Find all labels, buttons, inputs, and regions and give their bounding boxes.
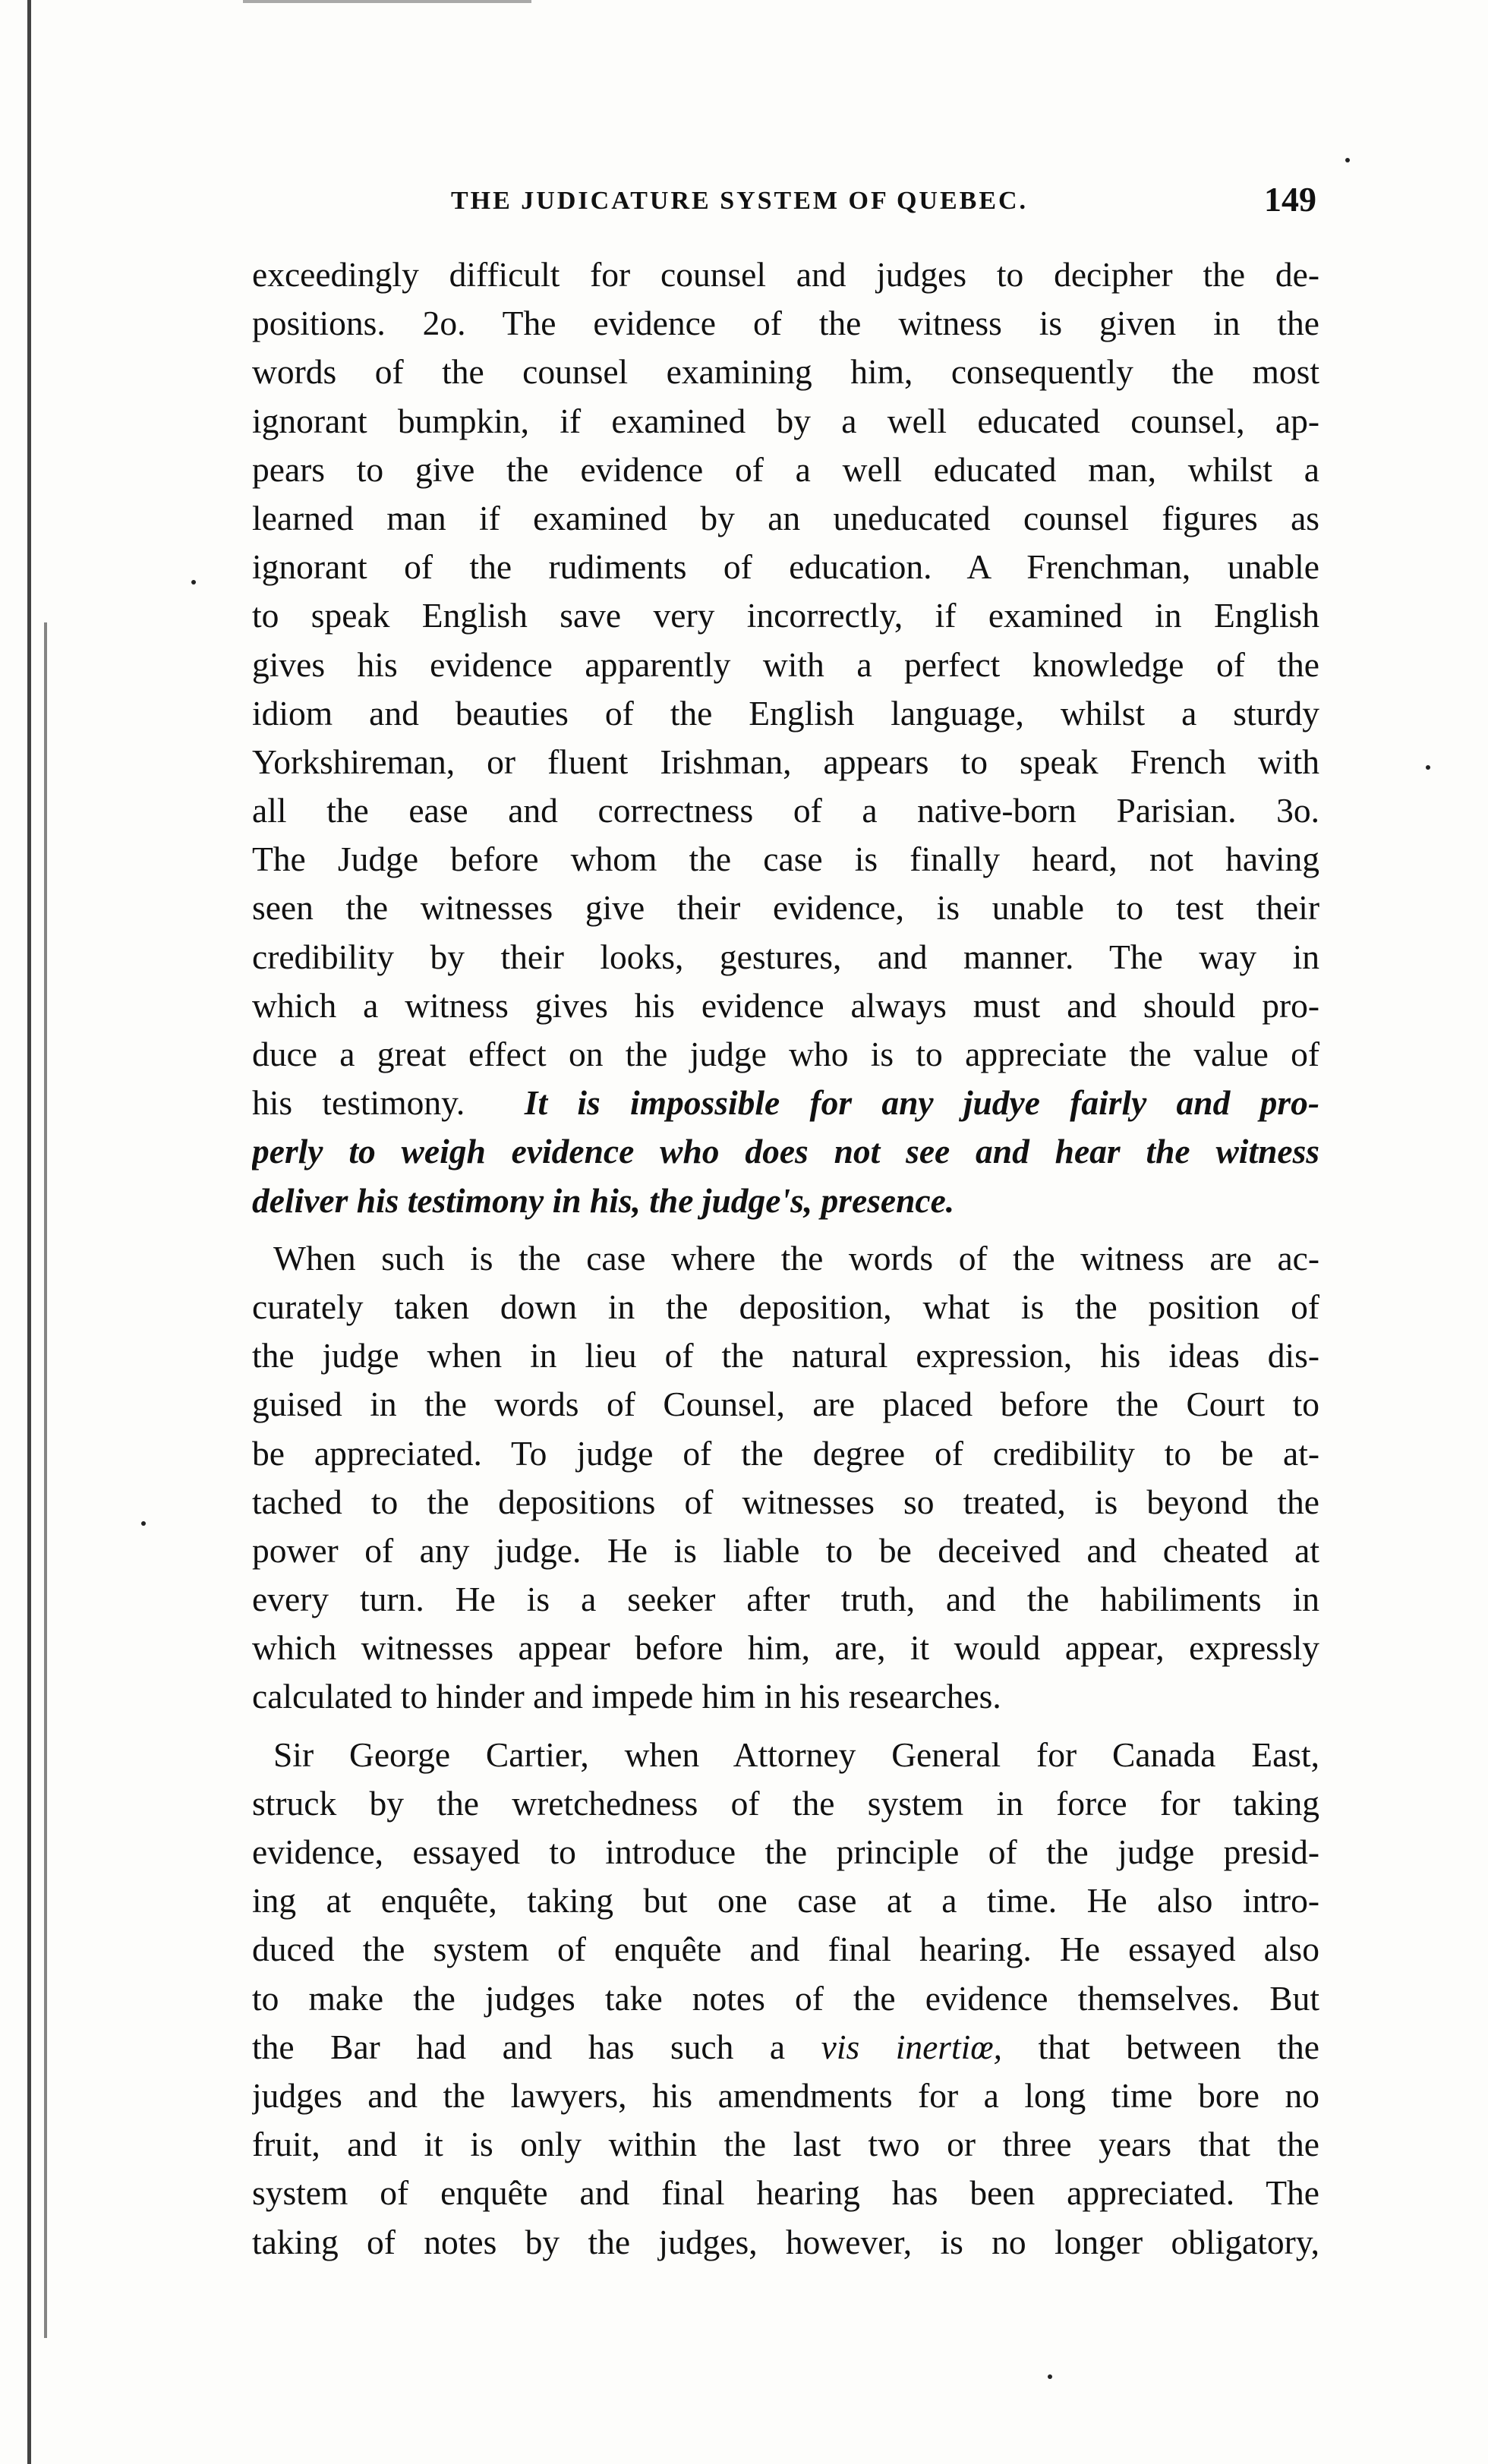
- text-run: that between the: [1038, 2027, 1319, 2066]
- text-line: fruit, and it is only within the last two or three years that the: [252, 2125, 1319, 2164]
- top-edge-rule: [243, 0, 531, 3]
- text-line: positions. 2o. The evidence of the witness is given in the: [252, 304, 1319, 343]
- text-line: learned man if examined by an uneducated counsel figures as: [252, 498, 1319, 537]
- ink-speck: [191, 580, 196, 584]
- running-title: THE JUDICATURE SYSTEM OF QUEBEC.: [451, 187, 1029, 215]
- italic-emphasis: vis inertiœ,: [821, 2027, 1003, 2066]
- body-text: [252, 250, 1319, 2267]
- text-line: curately taken down in the deposition, what is the position of: [252, 1287, 1319, 1326]
- text-line: [252, 1177, 1319, 1225]
- italic-emphasis: It is impossible for any judye fairly and pro-: [524, 1083, 1319, 1123]
- ink-speck: [1345, 158, 1350, 162]
- text-line: gives his evidence apparently with a perfect knowledge of the: [252, 644, 1319, 684]
- text-line: words of the counsel examining him, consequently the most: [252, 352, 1319, 392]
- text-line: [252, 1127, 1319, 1176]
- text-line: power of any judge. He is liable to be deceived and cheated at: [252, 1530, 1319, 1570]
- text-line: taking of notes by the judges, however, is no longer obligatory,: [252, 2222, 1319, 2261]
- text-line: all the ease and correctness of a native-born Parisian. 3o.: [252, 791, 1319, 830]
- text-line: idiom and beauties of the English language, whilst a sturdy: [252, 693, 1319, 733]
- running-head: [451, 179, 1316, 228]
- binding-edge-shadow: [27, 0, 38, 2464]
- italic-emphasis: perly to weigh evidence who does not see and hear the witness: [252, 1132, 1319, 1171]
- text-run: his testimony.: [252, 1083, 465, 1123]
- binding-edge-line: [44, 622, 47, 2338]
- text-line: judges and the lawyers, his amendments for a long time bore no: [252, 2075, 1319, 2115]
- text-run: the Bar had and has such a: [252, 2027, 786, 2066]
- text-line: duced the system of enquête and final hearing. He essayed also: [252, 1930, 1319, 1969]
- text-line: every turn. He is a seeker after truth, and the habiliments in: [252, 1580, 1319, 1619]
- text-line: guised in the words of Counsel, are placed before the Court to: [252, 1385, 1319, 1424]
- text-line: to make the judges take notes of the evidence themselves. But: [252, 1978, 1319, 2018]
- text-line: the judge when in lieu of the natural expression, his ideas dis-: [252, 1336, 1319, 1375]
- text-line: be appreciated. To judge of the degree of credibility to be at-: [252, 1433, 1319, 1473]
- text-line: The Judge before whom the case is finally heard, not having: [252, 840, 1319, 879]
- ink-speck: [1426, 765, 1430, 770]
- text-line-mixed: [252, 2023, 1319, 2072]
- paragraph-2: [252, 1234, 1319, 1722]
- paragraph-3: [252, 1731, 1319, 2267]
- text-line: When such is the case where the words of the witness are ac-: [273, 1238, 1319, 1278]
- text-line: which witnesses appear before him, are, it would appear, expressly: [252, 1628, 1319, 1668]
- text-line: credibility by their looks, gestures, and manner. The way in: [252, 937, 1319, 976]
- text-line: seen the witnesses give their evidence, is unable to test their: [252, 888, 1319, 928]
- text-line: Yorkshireman, or fluent Irishman, appears to speak French with: [252, 742, 1319, 781]
- text-line: Sir George Cartier, when Attorney General for Canada East,: [273, 1735, 1319, 1774]
- ink-speck: [1048, 2374, 1052, 2379]
- text-line: ing at enquête, taking but one case at a time. He also intro-: [252, 1881, 1319, 1920]
- text-line: ignorant bumpkin, if examined by a well educated counsel, ap-: [252, 401, 1319, 440]
- text-line: ignorant of the rudiments of education. A Frenchman, unable: [252, 547, 1319, 587]
- page-number: 149: [1264, 180, 1316, 219]
- ink-speck: [141, 1521, 146, 1526]
- text-line: to speak English save very incorrectly, if examined in English: [252, 596, 1319, 635]
- text-line: system of enquête and final hearing has been appreciated. The: [252, 2173, 1319, 2213]
- text-line-mixed: [252, 1079, 1319, 1127]
- italic-emphasis: deliver his testimony in his, the judge's, presence.: [252, 1180, 955, 1220]
- text-line: calculated to hinder and impede him in his researches.: [252, 1677, 1001, 1716]
- text-line: exceedingly difficult for counsel and judges to decipher the de-: [252, 255, 1319, 294]
- text-line: pears to give the evidence of a well educated man, whilst a: [252, 449, 1319, 489]
- text-line: evidence, essayed to introduce the principle of the judge presid-: [252, 1832, 1319, 1871]
- text-line: which a witness gives his evidence always must and should pro-: [252, 985, 1319, 1025]
- text-line: duce a great effect on the judge who is to appreciate the value of: [252, 1035, 1319, 1073]
- text-line: tached to the depositions of witnesses so treated, is beyond the: [252, 1482, 1319, 1521]
- text-line: struck by the wretchedness of the system in force for taking: [252, 1783, 1319, 1823]
- paragraph-1: [252, 250, 1319, 1225]
